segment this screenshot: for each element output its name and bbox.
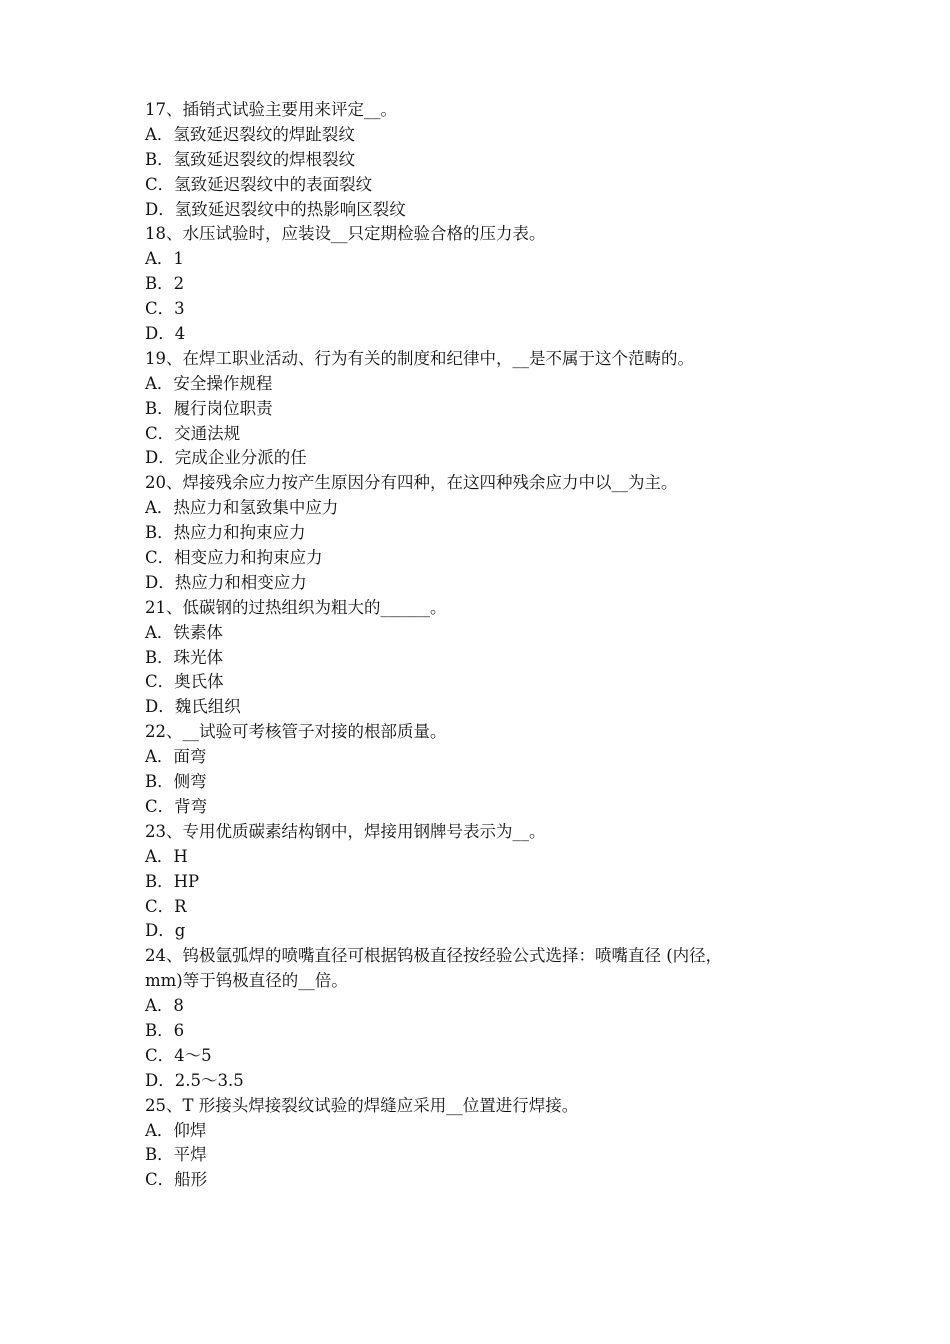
question-text: 20、焊接残余应力按产生原因分有四种，在这四种残余应力中以__为主。: [145, 473, 678, 493]
answer-option: A．仰焊: [145, 1120, 207, 1140]
answer-option: C．4～5: [145, 1045, 212, 1065]
answer-option: C．交通法规: [145, 423, 241, 443]
answer-option: C．3: [145, 299, 185, 319]
answer-option: C．奥氏体: [145, 672, 224, 692]
answer-option: B．2: [145, 274, 185, 294]
answer-option: B．氢致延迟裂纹的焊根裂纹: [145, 149, 356, 169]
question-list: [145, 98, 825, 1193]
question-text: 22、__试验可考核管子对接的根部质量。: [145, 722, 447, 742]
answer-option: A．面弯: [145, 747, 207, 767]
question-text: 24、钨极氩弧焊的喷嘴直径可根据钨极直径按经验公式选择：喷嘴直径 (内径，: [145, 946, 723, 966]
answer-option: D．4: [145, 324, 186, 344]
answer-option: A．安全操作规程: [145, 373, 273, 393]
answer-option: A．8: [145, 996, 184, 1016]
answer-option: A．铁素体: [145, 622, 223, 642]
question-text-continuation: mm)等于钨极直径的__倍。: [145, 971, 348, 991]
answer-option: D．氢致延迟裂纹中的热影响区裂纹: [145, 199, 406, 219]
answer-option: D．魏氏组织: [145, 697, 241, 717]
answer-option: C．船形: [145, 1170, 208, 1190]
answer-option: A．1: [145, 249, 184, 269]
answer-option: B．侧弯: [145, 772, 207, 792]
question-text: 19、在焊工职业活动、行为有关的制度和纪律中，__是不属于这个范畴的。: [145, 348, 694, 368]
answer-option: C．R: [145, 896, 187, 916]
answer-option: B．平焊: [145, 1145, 207, 1165]
answer-option: A．热应力和氢致集中应力: [145, 498, 339, 518]
question-text: 25、T 形接头焊接裂纹试验的焊缝应采用__位置进行焊接。: [145, 1095, 579, 1115]
answer-option: C．背弯: [145, 796, 208, 816]
answer-option: D．热应力和相变应力: [145, 572, 307, 592]
answer-option: B．HP: [145, 871, 200, 891]
question-text: 17、插销式试验主要用来评定__。: [145, 100, 397, 119]
answer-option: C．氢致延迟裂纹中的表面裂纹: [145, 174, 373, 194]
question-text: 21、低碳钢的过热组织为粗大的______。: [145, 597, 447, 617]
answer-option: B．6: [145, 1020, 185, 1040]
question-text: 23、专用优质碳素结构钢中，焊接用钢牌号表示为__。: [145, 821, 546, 841]
answer-option: B．履行岗位职责: [145, 398, 273, 418]
answer-option: D．2.5～3.5: [145, 1070, 244, 1090]
question-text: 18、水压试验时，应装设__只定期检验合格的压力表。: [145, 224, 546, 244]
answer-option: D．g: [145, 921, 186, 941]
answer-option: D．完成企业分派的任: [145, 448, 307, 468]
answer-option: A．氢致延迟裂纹的焊趾裂纹: [145, 124, 355, 144]
answer-option: B．热应力和拘束应力: [145, 523, 306, 543]
answer-option: B．珠光体: [145, 647, 224, 667]
answer-option: A．H: [145, 846, 188, 866]
answer-option: C．相变应力和拘束应力: [145, 548, 323, 568]
